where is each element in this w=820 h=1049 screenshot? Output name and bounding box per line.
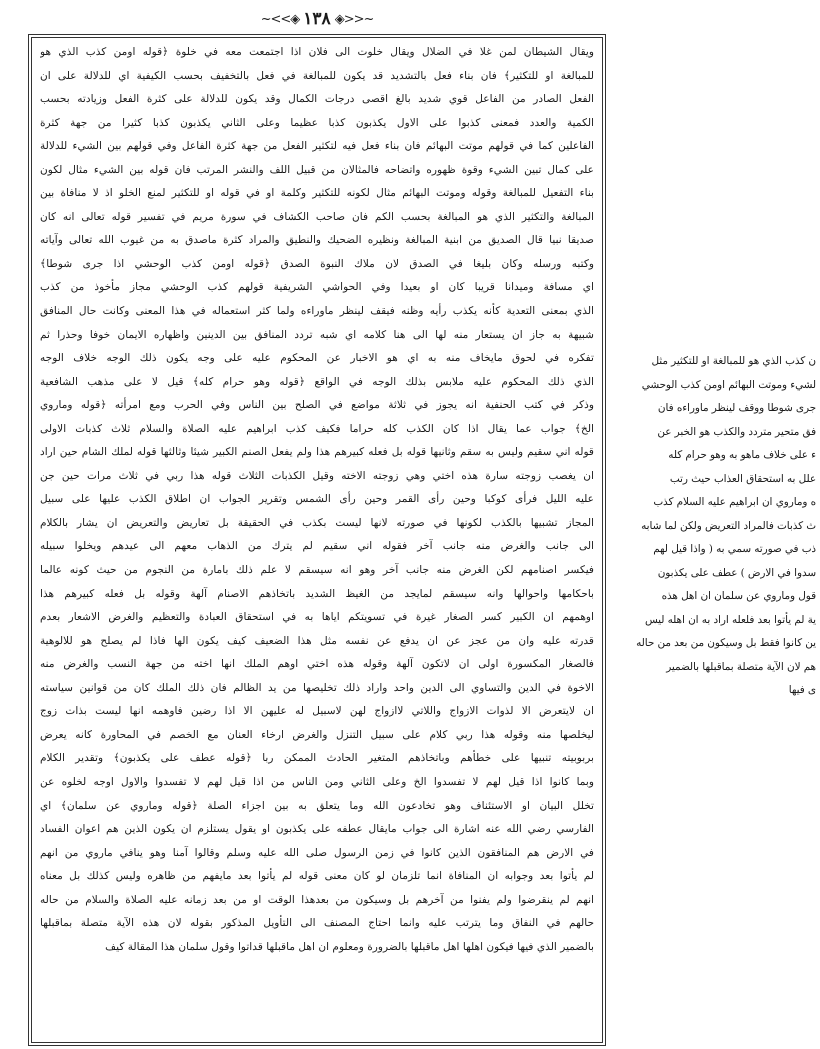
main-text-line: الفارسي رضي الله عنه اشارة الى جواب مايقال عطفه على يكذبون او يقول يستلزم ان يكون الذين هم اعوان الفساد (40, 823, 594, 836)
main-text-line: تخلل البيان او الاستئناف وهو تخادعون الله وما يتعلق به بين اجزاء الصلة ﴿قوله وماروي عن سلمان﴾ اي (40, 799, 594, 812)
margin-note-line: قول وماروي عن سلمان ان اهل هذه (661, 590, 816, 602)
main-text-line: على كمال تبين الشيء وقوة ظهوره واتضاحه فالمثالان من قبيل اللف والنشر المرتب فان قوله بين الشيء مثال لكون (40, 163, 594, 176)
main-text-line: للمبالغة او للتكثير﴾ فان بناء فعل بالتشديد قد يكون للمبالغة في فعل بالتخفيف بحسب الكيفية اي للدلالة على ان (40, 69, 594, 82)
main-text-line: بالضمير الذي فيها فيكون اهلها اهل ماقبلها بالضرورة ومعلوم ان اهل ماقبلها قداتوا وقول سلمان هذا المقالة كيف (105, 940, 594, 953)
main-text-line: الذي بمعنى التعدية كأنه يكذب رأيه وظنه فيقف لينظر ماوراءه ولما كثر استعماله في هذا المعنى وكانت حال المنافق (40, 305, 594, 318)
main-text-line: الكمية والعدد فمعنى كذبوا على الاول يكذبون كذبا عظيما وعلى الثاني يكذبون كذبا كثيرا من جهة كثرة (40, 116, 594, 129)
margin-note-line: لشيء وموتت البهائم اومن كذب الوحشي (641, 378, 816, 391)
page-header (28, 6, 606, 32)
main-text-line: انهم لم ينقرضوا ولم يفنوا من آخرهم بل وسيكون من بعدهذا الوقت او من بعد زمانه عليه الصلاة والسلام من حاله (40, 893, 594, 906)
main-text-line: تفكره في لحوق مايخاف منه به اي هو الاخبار عن المحكوم عليه على وجه يكون ذلك الوجه خلاف الوجه (40, 352, 594, 365)
left-ornament: ~<<◈ (260, 11, 300, 27)
margin-note-line: ذب في صورته سمي به ( واذا قيل لهم (653, 543, 816, 555)
main-text-line: قدرته عليه وان من عجز عن ان يدفع عن نفسه مثل هذا الضعيف كيف يكون الها فاذا لم يصلح هو للالوهية (40, 634, 594, 647)
main-text-line: بناء التفعيل للمبالغة وقوله وموتت البهائم مثال لكونه للتكثير وكلمة او في قوله او للتكثير لمنع الخلو اذ لا منافاة بين (40, 187, 594, 200)
main-text-line: الخ﴾ جواب عما يقال اذا كان الكذب كله حراما فكيف كذب ابراهيم عليه الصلاة والسلام ثلاث كذبات الاولى (40, 422, 594, 435)
margin-note-line: علل به استحقاق العذاب حيث رتب (669, 472, 816, 485)
margin-note-line: ه وماروي ان ابراهيم عليه السلام كذب (653, 496, 816, 508)
main-text-line: الفعل الصادر من الفاعل قوي شديد بالغ اقصى درجات الكمال وقد يكون للدلالة على كثرة الفعل وزيادته بحسب (40, 93, 594, 106)
main-text-line: ويقال الشيطان لمن غلا في الضلال ويقال خلوت الى فلان اذا اجتمعت معه في خلوة ﴿قوله اومن كذب الذي هو (40, 46, 594, 58)
main-text-line: المبالغة والتكثير الذي هو المبالغة بحسب الكم فان صاحب الكشاف في سورة مريم في تفسير قوله تعالى انه كان (40, 210, 594, 223)
main-text-frame (28, 34, 606, 1046)
margin-note-line: ء على خلاف ماهو به وهو حرام كله (668, 449, 816, 461)
margin-note-line: جرى شوطا ووقف لينظر ماوراءه فان (657, 402, 816, 414)
main-text-line: بربوبيته تنبيها على خطأهم وباتخاذهم المتغير الحادث الممكن ربا ﴿قوله عطف على يكذبون﴾ وتقدير الكلام (40, 752, 594, 765)
main-text-line: الى جانب والغرض منه جانب آخر فقوله اني سقيم لم يترك من الذهاب معهم الى عيدهم ويخلوا سبيله (40, 540, 594, 553)
main-text-body (31, 37, 603, 1043)
main-text-line: باحكامها واحوالها وانه سيسقم لمايجد من الغيظ الشديد باتخاذهم الاصنام آلهة وقوله بل فعله كبيرهم هذا (40, 587, 594, 600)
main-text-line: وكتبه ورسله وكان بليغا في الصدق لان ملاك النبوة الصدق ﴿قوله اومن كذب الوحشي اذا جرى شوطا﴾ (40, 257, 594, 270)
margin-note-line: هم لان الآية متصلة بماقبلها بالضمير (666, 660, 816, 673)
main-text-line: اي مسافة وميدانا قريبا كان او بعيدا وفي الحواشي الشريفية قولهم كذب الوحشي مجاز مأخوذ من كذب (40, 281, 594, 294)
main-text-line: لم يأتوا بعد وجوابه ان المنافاة انما تلزمان لو كان معنى قوله لم يأتوا بعد مايفهم من ظاهره وليس كذلك بل معناه (40, 870, 594, 883)
main-text-line: قوله اني سقيم وليس به سقم وثانيها قوله بل فعله كبيرهم هذا ولم يفعل الصنم الكبير شيئا وثالثها قوله لملك الشام حين اراد (40, 446, 594, 459)
margin-note-line: ين كانوا فقط بل وسيكون من بعد من حاله (636, 637, 816, 649)
margin-note-line: ن كذب الذي هو للمبالغة او للتكثير مثل (651, 355, 816, 367)
margin-note (612, 350, 816, 703)
margin-note-line: سدوا في الارض ) عطف على يكذبون (657, 566, 816, 579)
main-text-line: فيكسر اصنامهم لكن الغرض منه جانب آخر وهو انه سيسقم لا علم ذلك بامارة من النجوم من حيث كونه عالما (40, 564, 594, 577)
main-text-line: الفاعلين كما في قولهم موتت البهائم فان بناء فعل فيه لتكثير الفعل من جهة كثرة الفاعل وفي قولهم بين الشيء للدلالة (40, 140, 594, 153)
main-text-line: صديقا نبيا قال الصديق من ابنية المبالغة ونظيره الضحيك والنطيق والمراد كثرة ماصدق به من غيوب الله تعالى وآياته (40, 234, 594, 247)
main-text-line: حالهم في النفاق وما يترتب عليه وانما احتاج المصنف الى التأويل المذكور بقوله لان هذه الآية متصلة بماقبلها (40, 917, 594, 930)
main-text-line: الذي ذلك المحكوم عليه ملابس بذلك الوجه في الواقع ﴿قوله وهو حرام كله﴾ قيل لا على مذهب الشافعية (40, 375, 594, 388)
main-text-line: ان لايتعرض الا لذوات الازواج واللاتي لاازواج لهن لاسبيل له عليهن الا اذا رضين فاوهمه انها ليست بذات زوج (40, 705, 594, 718)
main-text-line: ان يغصب زوجته سارة هذه اختي وهي زوجته الاخته وقيل الكذبات الثلاث قوله هذا ربي في ثلاث مرات حين جن (40, 469, 594, 482)
main-text-line: وذكر في كتب الحنفية انه يجوز في ثلاثة مواضع في الصلح بين الناس وفي الحرب ومع امرأته ﴿قوله وماروي (40, 399, 594, 412)
main-text-line: في الارض هم المنافقون الذين كانوا في زمن الرسول صلى الله عليه وسلم وقالوا آمنا وهو ينافي ماروي من انهم (40, 846, 594, 859)
main-text-line: ليخلصها منه وقوله هذا ربي كلام على سبيل التنزل والغرض ارخاء العنان مع الخصم في المحاورة كانه يعرض (40, 728, 594, 741)
page-number: ١٣٨ (303, 9, 331, 29)
main-text-line: وبما كانوا اذا قيل لهم لا تفسدوا الخ وعلى الثاني ومن الناس من اذا قيل لهم لا تفسدوا والاول اوجه لخلوه عن (40, 775, 594, 788)
margin-note-line: ى فيها (788, 684, 816, 696)
main-text-line: اوهمهم ان الكبير كسر الصغار غيرة في تسويتكم اياها به في استحقاق العبادة والتعظيم والغرض الاشعار بعدم (40, 611, 594, 624)
margin-note-line: ية لم يأتوا بعد فلعله اراد به ان اهله ليس (644, 613, 816, 626)
main-text-line: عليه الليل فرأى كوكبا وحين رأى القمر وحين رأى الشمس وتقرير الجواب ان اطلاق الكذب عليها على سبيل (40, 493, 594, 506)
main-text-line: فالصغار المكسورة اولى ان لاتكون آلهة وقوله هذه اختي اوهم الملك انها اخته من جهة النسب والغرض منه (40, 658, 594, 671)
margin-note-line: ث كذبات فالمراد التعريض ولكن لما شابه (641, 519, 816, 532)
right-ornament: ◈>>~ (334, 11, 374, 27)
main-text-line: شبيهة به جاز ان يستعار منه لها الى هنا كلامه اي شبه تردد المنافق بين الدينين واظهاره الايمان خوفا وحذرا ثم (40, 328, 594, 341)
margin-note-line: فق متحير متردد والكذب هو الخبر عن (657, 425, 816, 438)
main-text-line: الاخوة في الدين والتساوي الى الدين واحد واراد ذلك تخليصها من يد الظالم فان ذلك الملك كان من قوانين سياسته (40, 681, 594, 694)
main-text-line: المجاز تشبيها بالكذب لكونها في صورته لانها ليست بكذب في الحقيقة بل تعاريض والتعريض ان يشار بالكلام (40, 516, 594, 529)
